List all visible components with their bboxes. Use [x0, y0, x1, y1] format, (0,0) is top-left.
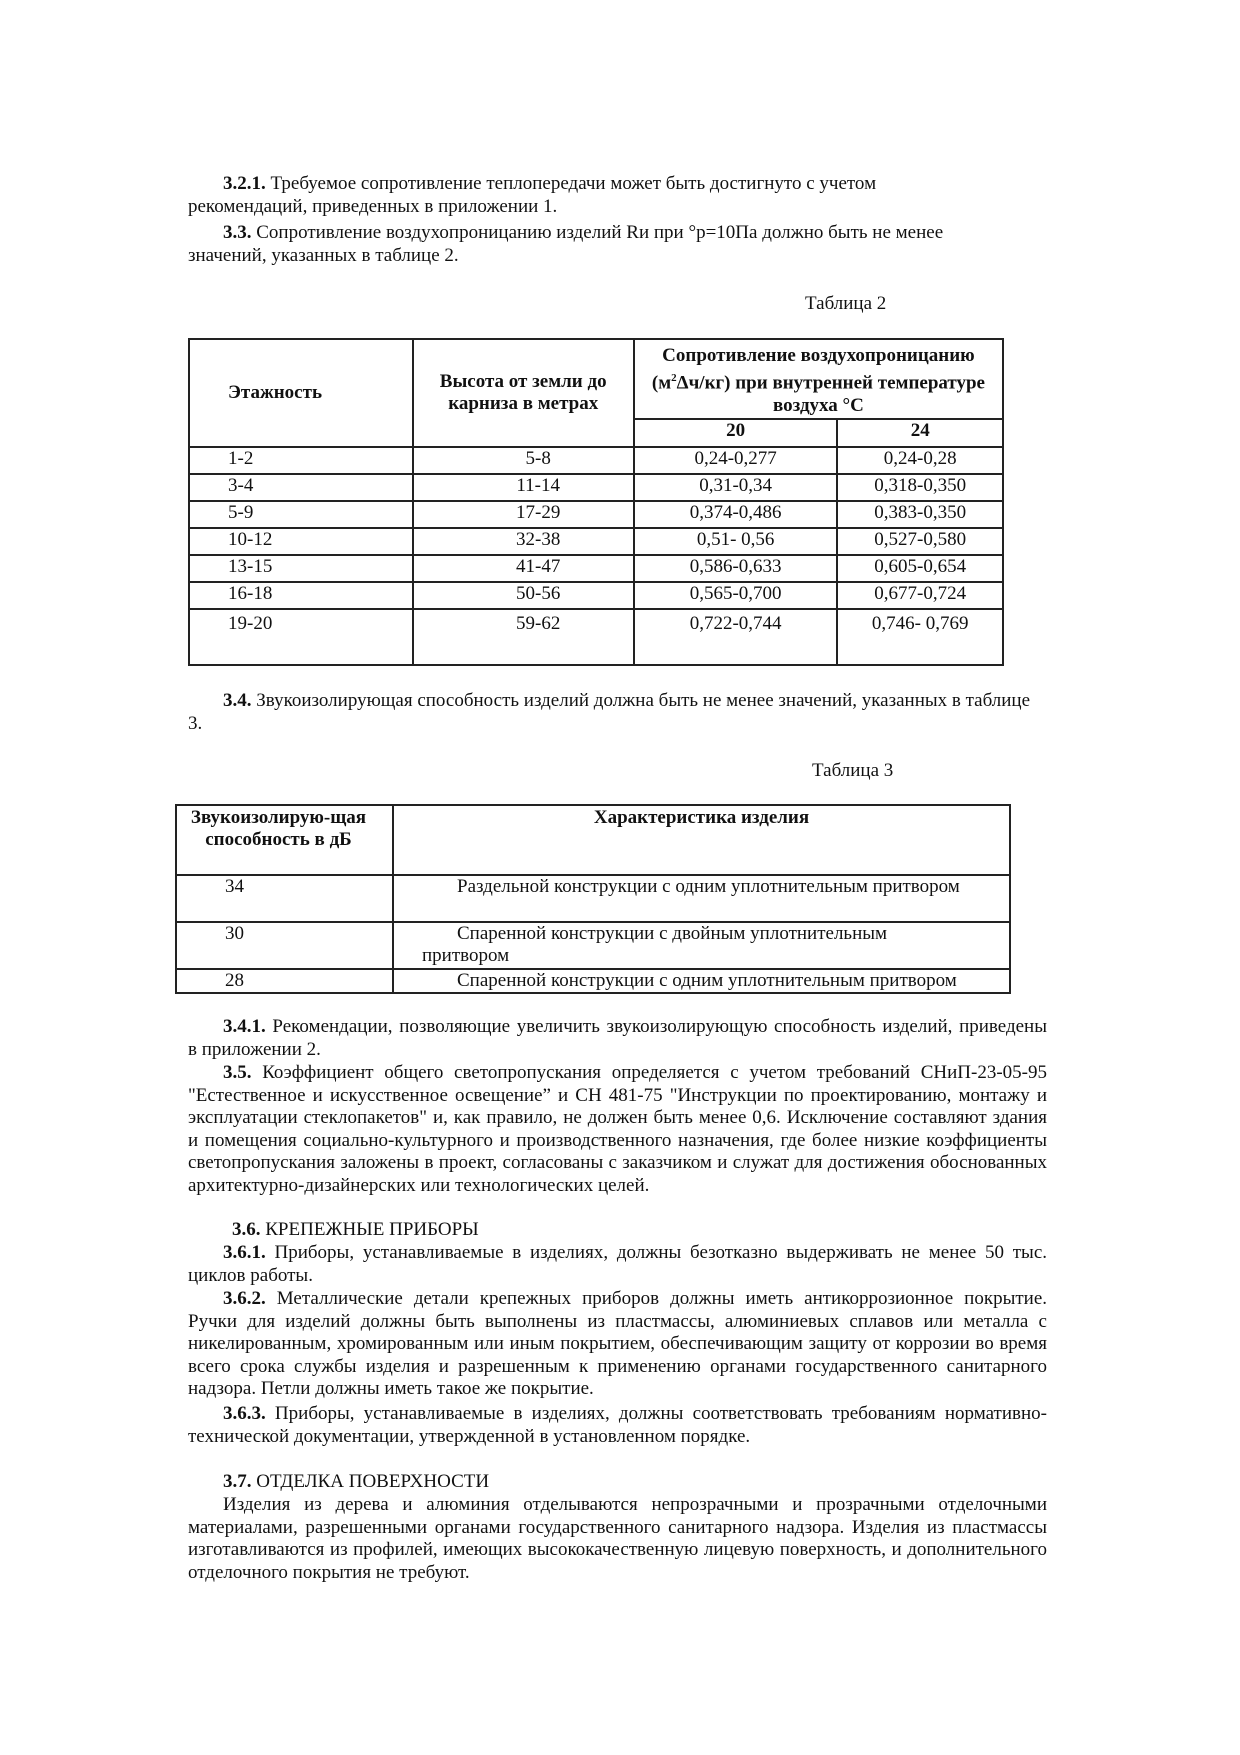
table-row: 30 Спаренной конструкции с двойным уплотнительным притвором	[176, 922, 1010, 969]
paragraph-3-4-1	[188, 1016, 1047, 1061]
table-2-header-temp-20: 20	[634, 419, 837, 447]
paragraph-text: Металлические детали крепежных приборов должны иметь антикоррозионное покрытие. Ручки для изделий должны быть выполнены из пластмассы, алюминиевых сплавов или металла с никелированным, хромированным или иным покрытием, обеспечивающим защиту от коррозии во время всего срока службы изделия и разрешенным к применению органами государственного санитарного надзора. Петли должны иметь такое же покрытие.	[188, 1288, 1047, 1399]
heading-text: ОТДЕЛКА ПОВЕРХНОСТИ	[251, 1471, 490, 1492]
clause-number: 3.6.2.	[223, 1288, 266, 1309]
clause-number: 3.6.1.	[223, 1242, 266, 1263]
clause-number: 3.2.1.	[223, 173, 266, 194]
paragraph-3-6-3	[188, 1403, 1047, 1448]
table-2	[188, 338, 1004, 666]
table-row: 3-4 11-14 0,31-0,34 0,318-0,350	[189, 474, 1003, 501]
table-row: 5-9 17-29 0,374-0,486 0,383-0,350	[189, 501, 1003, 528]
paragraph-text: Сопротивление воздухопроницанию изделий Rи при °р=10Па должно быть не менее значений, указанных в таблице 2.	[188, 222, 944, 266]
section-heading-3-7	[223, 1471, 823, 1494]
clause-number: 3.6.3.	[223, 1403, 266, 1424]
table-row: 1-2 5-8 0,24-0,277 0,24-0,28	[189, 447, 1003, 474]
paragraph-text: Коэффициент общего светопропускания определяется с учетом требований СНиП-23-05-95 "Естественное и искусственное освещение” и СН 481-75 "Инструкции по проектированию, монтажу и эксплуатации стеклопакетов" и, как правило, не должен быть менее 0,6. Исключение составляют здания и помещения социально-культурного и производственного назначения, где более низкие коэффициенты светопропускания заложены в проект, согласованы с заказчиком и служат для достижения обоснованных архитектурно-дизайнерских или технологических целей.	[188, 1062, 1047, 1196]
heading-text: КРЕПЕЖНЫЕ ПРИБОРЫ	[260, 1219, 479, 1240]
clause-number: 3.3.	[223, 222, 252, 243]
table-row: 19-20 59-62 0,722-0,744 0,746- 0,769	[189, 609, 1003, 665]
section-heading-3-6	[232, 1219, 832, 1242]
paragraph-text: Требуемое сопротивление теплопередачи может быть достигнуто с учетом рекомендаций, приведенных в приложении 1.	[188, 173, 877, 217]
clause-number: 3.6.	[232, 1219, 261, 1240]
table-2-header-height: Высота от земли до карниза в метрах	[413, 339, 634, 447]
table-3-header-characteristic: Характеристика изделия	[393, 805, 1010, 875]
paragraph-3-7: Изделия из дерева и алюминия отделываются непрозрачными и прозрачными отделочными материалами, разрешенными органами государственного санитарного надзора. Изделия из пластмассы изготавливаются из профилей, имеющих высококачественную лицевую поверхность, и дополнительного отделочного покрытия не требуют.	[188, 1494, 1047, 1583]
paragraph-text: Приборы, устанавливаемые в изделиях, должны соответствовать требованиям нормативно-технической документации, утвержденной в установленном порядке.	[188, 1403, 1047, 1447]
table-3-header-sound: Звукоизолирую-щая способность в дБ	[176, 805, 393, 875]
paragraph-3-3	[188, 222, 1024, 267]
table-2-header-temp-24: 24	[837, 419, 1003, 447]
clause-number: 3.5.	[223, 1062, 252, 1083]
table-2-header-floors: Этажность	[189, 339, 413, 447]
table-row: 10-12 32-38 0,51- 0,56 0,527-0,580	[189, 528, 1003, 555]
paragraph-3-5	[188, 1062, 1047, 1197]
clause-number: 3.7.	[223, 1471, 252, 1492]
table-row: 16-18 50-56 0,565-0,700 0,677-0,724	[189, 582, 1003, 609]
paragraph-text: Приборы, устанавливаемые в изделиях, должны безотказно выдерживать не менее 50 тыс. циклов работы.	[188, 1242, 1047, 1286]
table-3-caption: Таблица 3	[812, 760, 894, 781]
clause-number: 3.4.	[223, 690, 252, 711]
paragraph-3-2-1	[188, 173, 944, 218]
paragraph-3-6-1	[188, 1242, 1047, 1287]
clause-number: 3.4.1.	[223, 1016, 266, 1037]
table-row: 13-15 41-47 0,586-0,633 0,605-0,654	[189, 555, 1003, 582]
paragraph-text: Звукоизолирующая способность изделий должна быть не менее значений, указанных в таблице 3.	[188, 690, 1031, 734]
paragraph-3-4	[188, 690, 1036, 735]
paragraph-text: Рекомендации, позволяющие увеличить звукоизолирующую способность изделий, приведены в приложении 2.	[188, 1016, 1047, 1060]
table-2-header-resistance: Сопротивление воздухопроницанию $(м^2\Delta ч/кг)$ при внутренней температуре воздуха °С	[634, 339, 1003, 419]
table-row: 34 Раздельной конструкции с одним уплотнительным притвором	[176, 875, 1010, 922]
paragraph-3-6-2	[188, 1288, 1047, 1401]
table-row: 28 Спаренной конструкции с одним уплотнительным притвором	[176, 969, 1010, 993]
table-2-caption: Таблица 2	[805, 293, 887, 314]
table-3	[175, 804, 1011, 994]
